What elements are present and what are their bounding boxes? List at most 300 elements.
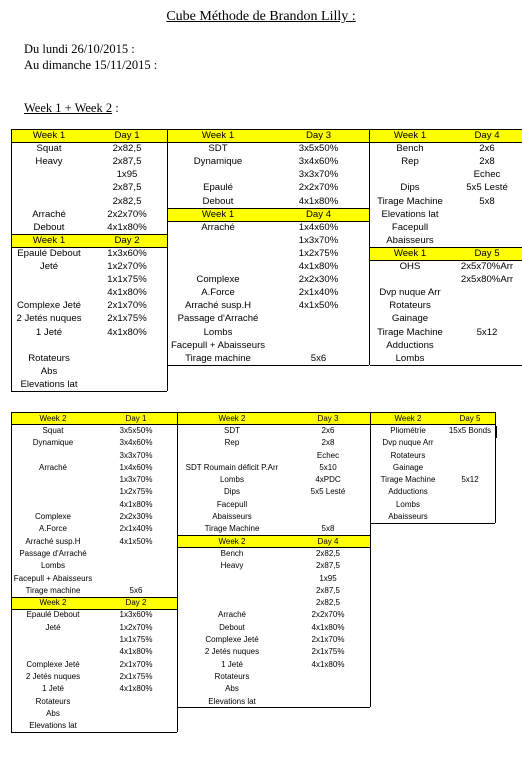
exercise-cell: Elevations lat bbox=[29, 721, 77, 731]
week-label-cell: Week 1 bbox=[11, 129, 87, 142]
exercise-cell: Bench bbox=[396, 143, 424, 155]
table1-col1-row bbox=[11, 247, 167, 260]
prescription-cell bbox=[450, 286, 522, 299]
exercise-cell: Lombs bbox=[203, 326, 233, 338]
prescription-cell: 5x5 Lesté bbox=[310, 487, 346, 497]
header-rule bbox=[370, 129, 522, 130]
table2-col1-row bbox=[11, 707, 177, 719]
prescription-cell bbox=[450, 221, 522, 234]
prescription-cell: 2x1x75% bbox=[119, 671, 153, 681]
exercise-cell bbox=[11, 498, 95, 510]
table2-col1-row bbox=[11, 633, 177, 645]
exercise-cell bbox=[178, 449, 286, 461]
table2-col2-row bbox=[178, 670, 370, 682]
table2-col2-row bbox=[178, 646, 370, 658]
table1-col3-row bbox=[370, 142, 522, 155]
prescription-cell: 5x6 bbox=[129, 585, 143, 595]
prescription-cell: 1x3x70% bbox=[298, 234, 339, 246]
table2-col1-row bbox=[11, 572, 177, 584]
table2-col3-row bbox=[371, 424, 495, 436]
prescription-cell bbox=[286, 498, 370, 510]
exercise-cell: 2 Jetés nuques bbox=[25, 671, 81, 681]
week-label-cell: Week 1 bbox=[370, 129, 450, 142]
exercise-cell: Abaisseurs bbox=[212, 512, 252, 522]
prescription-cell: 2x6 bbox=[321, 425, 335, 435]
exercise-cell: Epaulé Debout bbox=[26, 610, 80, 620]
prescription-cell: 2x1x40% bbox=[119, 524, 153, 534]
exercise-cell: Lombs bbox=[40, 561, 65, 571]
exercise-cell: Jeté bbox=[39, 261, 59, 273]
document-title bbox=[0, 9, 522, 25]
prescription-cell: 3x4x60% bbox=[119, 438, 153, 448]
header-rule bbox=[11, 234, 167, 235]
exercise-cell: Adductions bbox=[388, 487, 428, 497]
prescription-cell bbox=[450, 312, 522, 325]
prescription-cell: 2x6 bbox=[479, 143, 495, 155]
prescription-cell bbox=[450, 352, 522, 365]
prescription-cell: 3x4x60% bbox=[298, 156, 339, 168]
prescription-cell: 1x1x75% bbox=[107, 274, 147, 286]
prescription-cell: 2x2x30% bbox=[119, 512, 153, 522]
prescription-cell bbox=[95, 707, 177, 719]
exercise-cell: Passage d'Arraché bbox=[177, 313, 259, 325]
prescription-cell bbox=[445, 449, 495, 461]
table2-col1-row bbox=[11, 461, 177, 473]
table2-col1-row bbox=[11, 695, 177, 707]
exercise-cell: Tirage machine bbox=[185, 352, 251, 364]
table1-col1-row bbox=[11, 129, 167, 142]
table1-col2-row bbox=[168, 208, 369, 221]
table1-col1-row bbox=[11, 208, 167, 221]
header-rule bbox=[178, 412, 370, 413]
table1-col3-row bbox=[370, 352, 522, 365]
prescription-cell: 1x2x75% bbox=[119, 487, 153, 497]
exercise-cell: SDT bbox=[208, 143, 228, 155]
exercise-cell bbox=[11, 633, 95, 645]
prescription-cell: 2x82,5 bbox=[315, 598, 341, 608]
table1-col1-row bbox=[11, 260, 167, 273]
exercise-cell: A.Force bbox=[38, 524, 67, 534]
table1-col2-row bbox=[168, 155, 369, 168]
section-heading-suffix: : bbox=[112, 101, 119, 115]
table1-col1-row bbox=[11, 221, 167, 234]
exercise-cell: Dvp nuque Arr bbox=[382, 438, 434, 448]
exercise-cell: Squat bbox=[42, 425, 64, 435]
week-label-cell: Week 1 bbox=[11, 234, 87, 247]
table2-col1-row bbox=[11, 424, 177, 436]
table2-col1-row bbox=[11, 523, 177, 535]
prescription-cell bbox=[87, 352, 167, 365]
exercise-cell: Passage d'Arraché bbox=[19, 548, 87, 558]
table2-col2-row bbox=[178, 597, 370, 609]
table2-col2-row bbox=[178, 486, 370, 498]
table1-col3-row bbox=[370, 234, 522, 247]
table1-col3-row bbox=[370, 221, 522, 234]
table1-col2-row bbox=[168, 260, 369, 273]
table2-col1-row bbox=[11, 670, 177, 682]
bottom-rule bbox=[11, 732, 177, 733]
title-suffix: : bbox=[348, 9, 356, 24]
exercise-cell bbox=[11, 449, 95, 461]
exercise-cell: Rotateurs bbox=[389, 300, 431, 312]
prescription-cell: 15x5 Bonds bbox=[448, 425, 492, 435]
table1-col3-row bbox=[370, 326, 522, 339]
exercise-cell: Arraché bbox=[38, 462, 67, 472]
week1-table bbox=[11, 129, 514, 394]
day-label-cell: Day 1 bbox=[87, 129, 167, 142]
prescription-cell: 1x4x60% bbox=[119, 462, 153, 472]
table1-col3-row bbox=[370, 195, 522, 208]
prescription-cell bbox=[286, 510, 370, 522]
table2-col2-row bbox=[178, 547, 370, 559]
exercise-cell: SDT bbox=[224, 425, 240, 435]
prescription-cell bbox=[450, 339, 522, 352]
exercise-cell: Rotateurs bbox=[390, 450, 426, 460]
exercise-cell: Abaisseurs bbox=[386, 234, 434, 246]
table1-col1-row bbox=[11, 142, 167, 155]
prescription-cell: 4x1x80% bbox=[107, 221, 147, 233]
table2-col1-row bbox=[11, 474, 177, 486]
prescription-cell: 2x1x40% bbox=[298, 287, 339, 299]
prescription-cell bbox=[450, 208, 522, 221]
exercise-cell: Gainage bbox=[391, 313, 429, 325]
exercise-cell bbox=[168, 247, 268, 260]
exercise-cell: Abaisseurs bbox=[388, 512, 428, 522]
prescription-cell bbox=[95, 547, 177, 559]
exercise-cell bbox=[11, 168, 87, 181]
prescription-cell: 4x1x80% bbox=[311, 659, 345, 669]
table1-col3-row bbox=[370, 208, 522, 221]
table1-col2-row bbox=[168, 299, 369, 312]
prescription-cell bbox=[445, 486, 495, 498]
table1-col2-row bbox=[168, 168, 369, 181]
table2-col1-row bbox=[11, 486, 177, 498]
exercise-cell: Adductions bbox=[386, 339, 434, 351]
table2-col2-row bbox=[178, 449, 370, 461]
header-rule bbox=[370, 247, 522, 248]
table2-col3-row bbox=[371, 461, 495, 473]
prescription-cell: 1x95 bbox=[116, 169, 138, 181]
table2-col1-row bbox=[11, 412, 177, 424]
day-label-cell: Day 5 bbox=[450, 247, 522, 260]
exercise-cell: Lombs bbox=[395, 499, 420, 509]
table2-col2-row bbox=[178, 523, 370, 535]
prescription-cell: 2x5x80%Arr bbox=[460, 274, 514, 286]
prescription-cell bbox=[95, 560, 177, 572]
table1-col1-row bbox=[11, 299, 167, 312]
table2-col2-row bbox=[178, 437, 370, 449]
table1-col3-row bbox=[370, 312, 522, 325]
prescription-cell bbox=[286, 670, 370, 682]
table2-col1-row bbox=[11, 547, 177, 559]
prescription-cell bbox=[95, 695, 177, 707]
header-rule bbox=[11, 129, 167, 130]
exercise-cell: Jeté bbox=[45, 622, 61, 632]
prescription-cell bbox=[87, 378, 167, 391]
prescription-cell bbox=[445, 498, 495, 510]
table2-col1-row bbox=[11, 621, 177, 633]
table2-col2-row bbox=[178, 560, 370, 572]
table1-col1-row bbox=[11, 339, 167, 352]
table2-col3-row bbox=[371, 510, 495, 522]
exercise-cell bbox=[11, 474, 95, 486]
table2-col2-row bbox=[178, 695, 370, 707]
prescription-cell bbox=[445, 461, 495, 473]
week-label-cell: Week 2 bbox=[178, 535, 286, 547]
exercise-cell: Dynamique bbox=[32, 438, 74, 448]
exercise-cell: Arraché bbox=[201, 221, 235, 233]
table1-col2-row bbox=[168, 339, 369, 352]
table1-col2-row bbox=[168, 312, 369, 325]
table1-col1-row bbox=[11, 195, 167, 208]
prescription-cell: 1x2x75% bbox=[298, 247, 339, 259]
prescription-cell bbox=[268, 339, 369, 352]
table1-col1-row bbox=[11, 181, 167, 194]
table1-col3-row bbox=[370, 260, 522, 273]
table1-col2-row bbox=[168, 326, 369, 339]
bottom-rule bbox=[178, 707, 370, 708]
table1-col3-row bbox=[370, 339, 522, 352]
table1-col1-row bbox=[11, 155, 167, 168]
prescription-cell: 4x1x80% bbox=[119, 684, 153, 694]
prescription-cell: 4x1x80% bbox=[119, 647, 153, 657]
prescription-cell bbox=[445, 510, 495, 522]
prescription-cell: 4x1x50% bbox=[298, 300, 339, 312]
prescription-cell: 2x87,5 bbox=[112, 156, 142, 168]
table1-col1-row bbox=[11, 234, 167, 247]
week-label-cell: Week 2 bbox=[371, 412, 445, 424]
table2-col3-row bbox=[371, 412, 495, 424]
prescription-cell: 5x8 bbox=[321, 524, 335, 534]
exercise-cell bbox=[168, 260, 268, 273]
exercise-cell: Facepull + Abaisseurs bbox=[170, 339, 266, 351]
exercise-cell: Epaulé Debout bbox=[17, 247, 81, 259]
table2-col2-row bbox=[178, 474, 370, 486]
prescription-cell: 5x8 bbox=[479, 195, 495, 207]
exercise-cell: Abs bbox=[225, 684, 239, 694]
header-rule bbox=[168, 208, 369, 209]
exercise-cell: Debout bbox=[33, 221, 65, 233]
exercise-cell: Rep bbox=[224, 438, 240, 448]
prescription-cell: 2x82,5 bbox=[315, 548, 341, 558]
exercise-cell: OHS bbox=[399, 261, 421, 273]
table1-col3-row bbox=[370, 247, 522, 260]
table1-col3-row bbox=[370, 168, 522, 181]
prescription-cell: 2x8 bbox=[479, 156, 495, 168]
header-rule bbox=[178, 535, 370, 536]
exercise-cell bbox=[370, 273, 450, 286]
table1-col1-row bbox=[11, 378, 167, 391]
table2-col2-row bbox=[178, 683, 370, 695]
bottom-rule bbox=[370, 365, 522, 366]
exercise-cell bbox=[11, 181, 87, 194]
exercise-cell bbox=[178, 584, 286, 596]
exercise-cell bbox=[178, 597, 286, 609]
week-label-cell: Week 1 bbox=[168, 208, 268, 221]
exercise-cell: Facepull + Abaisseurs bbox=[13, 573, 93, 583]
table2-col1-row bbox=[11, 658, 177, 670]
prescription-cell: 2x2x30% bbox=[298, 274, 339, 286]
prescription-cell: 1x2x70% bbox=[107, 261, 147, 273]
prescription-cell: 2x8 bbox=[321, 438, 335, 448]
day-label-cell: Day 2 bbox=[95, 597, 177, 609]
exercise-cell bbox=[11, 339, 87, 352]
prescription-cell: 1x1x75% bbox=[119, 635, 153, 645]
table1-col2-row bbox=[168, 234, 369, 247]
table1-col1-row bbox=[11, 326, 167, 339]
table1-col3-row bbox=[370, 181, 522, 194]
day-label-cell: Day 3 bbox=[286, 412, 370, 424]
prescription-cell bbox=[95, 720, 177, 732]
exercise-cell: Dvp nuque Arr bbox=[379, 287, 441, 299]
prescription-cell: 5x5 Lesté bbox=[466, 182, 508, 194]
prescription-cell bbox=[445, 437, 495, 449]
exercise-cell: Lombs bbox=[219, 475, 244, 485]
exercise-cell: Rotateurs bbox=[28, 352, 70, 364]
table2-col2-row bbox=[178, 609, 370, 621]
day-label-cell: Day 4 bbox=[286, 535, 370, 547]
table2-col1-row bbox=[11, 646, 177, 658]
table2-col2-row bbox=[178, 424, 370, 436]
table1-col3-row bbox=[370, 129, 522, 142]
exercise-cell: Pliométrie bbox=[390, 425, 426, 435]
table2-col3-row bbox=[371, 437, 495, 449]
exercise-cell: Elevations lat bbox=[20, 378, 78, 390]
day-label-cell: Day 2 bbox=[87, 234, 167, 247]
table2-col3-row bbox=[371, 498, 495, 510]
exercise-cell: Debout bbox=[219, 622, 245, 632]
exercise-cell: Rotateurs bbox=[35, 696, 71, 706]
exercise-cell: 1 Jeté bbox=[35, 326, 63, 338]
table1-col2-row bbox=[168, 195, 369, 208]
prescription-cell: 2x1x70% bbox=[311, 635, 345, 645]
prescription-cell: 2x87,5 bbox=[315, 585, 341, 595]
exercise-cell bbox=[11, 286, 87, 299]
exercise-cell: Facepull bbox=[391, 221, 429, 233]
exercise-cell: 2 Jetés nuques bbox=[16, 313, 82, 325]
exercise-cell: A.Force bbox=[201, 287, 235, 299]
exercise-cell: Abs bbox=[40, 365, 58, 377]
prescription-cell: 4x1x80% bbox=[311, 622, 345, 632]
section-heading bbox=[24, 101, 119, 116]
table2-col1-row bbox=[11, 560, 177, 572]
exercise-cell bbox=[11, 195, 87, 208]
table2-col1-row bbox=[11, 535, 177, 547]
week-label-cell: Week 1 bbox=[168, 129, 268, 142]
table1-col1-row bbox=[11, 168, 167, 181]
table2-col2-row bbox=[178, 461, 370, 473]
day-label-cell: Day 4 bbox=[450, 129, 522, 142]
exercise-cell: Elevations lat bbox=[208, 696, 256, 706]
prescription-cell bbox=[286, 695, 370, 707]
table1-col2-row bbox=[168, 273, 369, 286]
prescription-cell: 2x1x75% bbox=[107, 313, 147, 325]
prescription-cell: 2x2x70% bbox=[311, 610, 345, 620]
prescription-cell: 2x87,5 bbox=[315, 561, 341, 571]
table2-col1-row bbox=[11, 498, 177, 510]
table1-col2-row bbox=[168, 129, 369, 142]
table2-col1-row bbox=[11, 449, 177, 461]
table1-col2-row bbox=[168, 352, 369, 365]
exercise-cell: Tirage machine bbox=[25, 585, 81, 595]
exercise-cell: Complexe bbox=[196, 274, 240, 286]
table1-col3-row bbox=[370, 299, 522, 312]
bottom-rule bbox=[11, 391, 167, 392]
prescription-cell: 4x1x80% bbox=[298, 195, 339, 207]
prescription-cell bbox=[450, 234, 522, 247]
exercise-cell: Lombs bbox=[395, 352, 425, 364]
exercise-cell: Heavy bbox=[220, 561, 244, 571]
table2-col2-row bbox=[178, 621, 370, 633]
exercise-cell: Rotateurs bbox=[214, 671, 250, 681]
exercise-cell: Heavy bbox=[35, 156, 63, 168]
prescription-cell: 2x2x70% bbox=[298, 182, 339, 194]
week-label-cell: Week 2 bbox=[11, 597, 95, 609]
day-label-cell: Day 5 bbox=[445, 412, 495, 424]
exercise-cell: Tirage Machine bbox=[377, 195, 443, 207]
bottom-rule bbox=[168, 365, 369, 366]
text-cursor bbox=[496, 426, 497, 438]
table2-col3-row bbox=[371, 474, 495, 486]
exercise-cell: Dips bbox=[400, 182, 420, 194]
table1-col2-row bbox=[168, 181, 369, 194]
prescription-cell: 4xPDC bbox=[315, 475, 341, 485]
header-rule bbox=[371, 412, 495, 413]
exercise-cell bbox=[168, 168, 268, 181]
exercise-cell: Arraché susp.H bbox=[25, 536, 81, 546]
table1-col1-row bbox=[11, 286, 167, 299]
week-label-cell: Week 2 bbox=[178, 412, 286, 424]
prescription-cell: 4x1x80% bbox=[107, 326, 147, 338]
exercise-cell bbox=[11, 646, 95, 658]
table2-col3-row bbox=[371, 449, 495, 461]
prescription-cell: Echec bbox=[316, 450, 340, 460]
table2-col1-row bbox=[11, 584, 177, 596]
exercise-cell: Arraché bbox=[32, 208, 66, 220]
exercise-cell bbox=[168, 234, 268, 247]
prescription-cell bbox=[87, 365, 167, 378]
table1-col2-row bbox=[168, 142, 369, 155]
prescription-cell: 3x5x50% bbox=[119, 425, 153, 435]
prescription-cell: 1x3x60% bbox=[107, 247, 147, 259]
prescription-cell: 1x2x70% bbox=[119, 622, 153, 632]
exercise-cell: Complexe Jeté bbox=[17, 300, 81, 312]
table1-col3-row bbox=[370, 155, 522, 168]
exercise-cell: 1 Jeté bbox=[221, 659, 243, 669]
exercise-cell: Abs bbox=[46, 708, 60, 718]
header-rule bbox=[168, 129, 369, 130]
exercise-cell: Bench bbox=[220, 548, 244, 558]
table2-col2-row bbox=[178, 572, 370, 584]
exercise-cell: Elevations lat bbox=[381, 208, 439, 220]
bottom-rule bbox=[371, 523, 495, 524]
prescription-cell: 2x1x70% bbox=[119, 659, 153, 669]
table2-col2-row bbox=[178, 498, 370, 510]
exercise-cell: Rep bbox=[401, 156, 419, 168]
prescription-cell: 4x1x50% bbox=[119, 536, 153, 546]
prescription-cell: 5x10 bbox=[319, 462, 337, 472]
prescription-cell: 2x1x70% bbox=[107, 300, 147, 312]
table1-col2-row bbox=[168, 247, 369, 260]
header-rule bbox=[11, 412, 177, 413]
week-label-cell: Week 2 bbox=[11, 412, 95, 424]
day-label-cell: Day 1 bbox=[95, 412, 177, 424]
exercise-cell: Tirage Machine bbox=[204, 524, 260, 534]
table2-col1-row bbox=[11, 683, 177, 695]
title-text: Cube Méthode de Brandon Lilly bbox=[166, 9, 349, 24]
table2-col2-row bbox=[178, 510, 370, 522]
exercise-cell: Squat bbox=[36, 143, 62, 155]
